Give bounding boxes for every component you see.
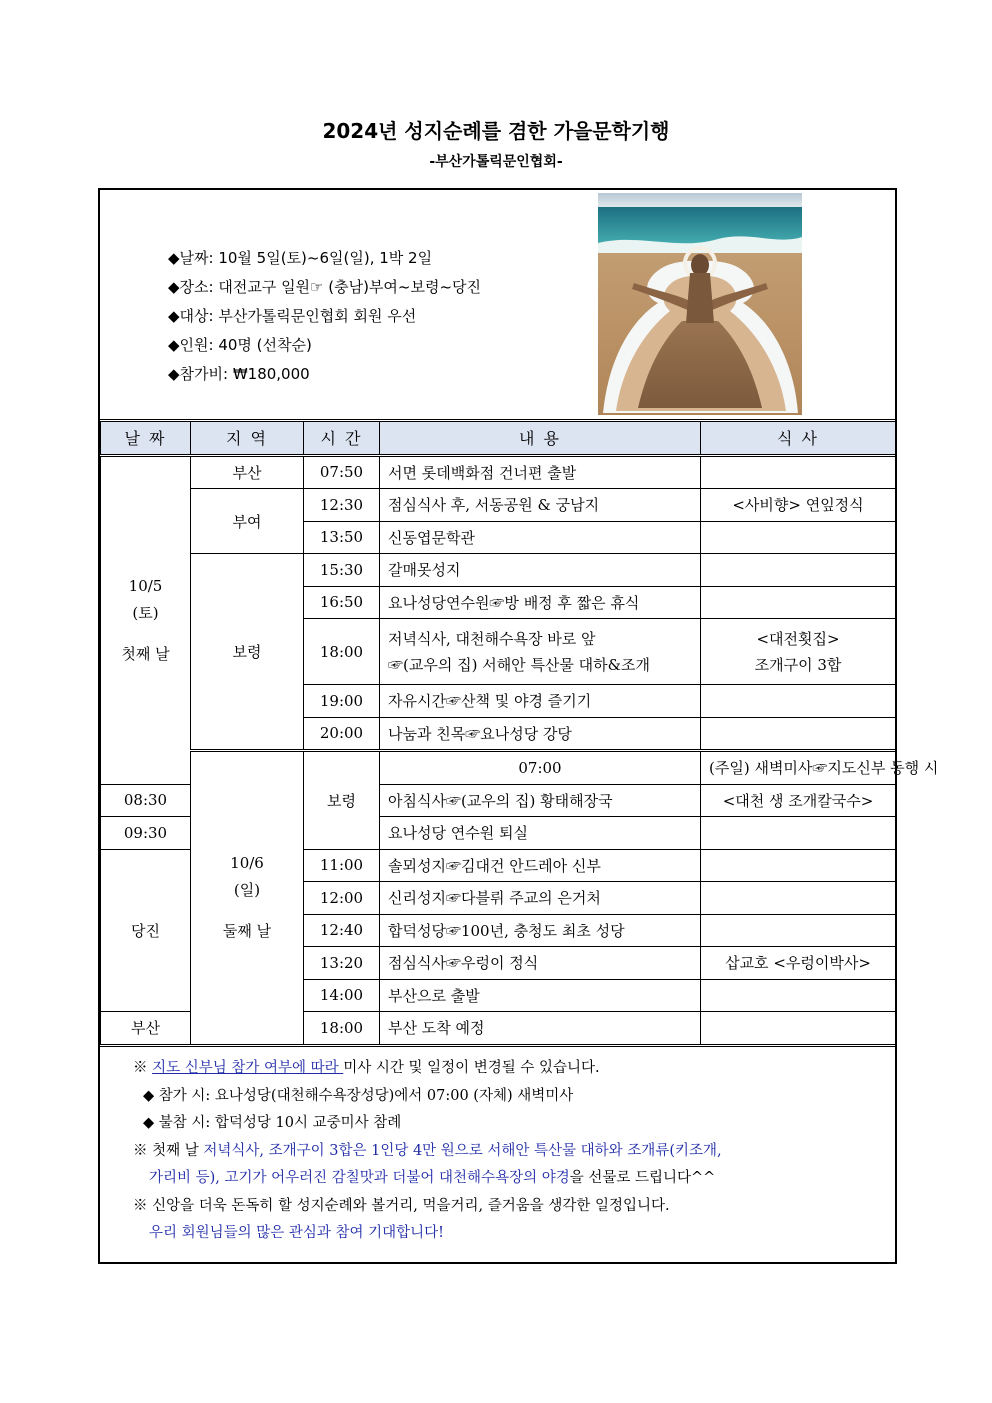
info-people: ◆인원: 40명 (선착순) <box>168 336 312 354</box>
row-meal <box>701 521 896 554</box>
region-buyeo: 부여 <box>191 489 304 554</box>
page-title: 2024년 성지순례를 겸한 가을문학기행 <box>322 119 670 143</box>
table-row <box>101 489 896 522</box>
day2-label: 둘째 날 <box>222 922 272 941</box>
row-content: 요나성당 연수원 퇴실 <box>380 817 701 850</box>
row-content: (주일) 새벽미사☞지도신부 동행 시 <box>701 751 896 785</box>
row-meal <box>701 619 896 685</box>
row-meal <box>701 455 896 489</box>
row-time: 18:00 <box>304 1012 380 1046</box>
info-date: ◆날짜: 10월 5일(토)~6일(일), 1박 2일 <box>168 249 433 267</box>
row-time: 11:00 <box>304 849 380 882</box>
info-place: ◆장소: 대전교구 일원☞ (충남)부여~보령~당진 <box>168 278 482 296</box>
row-content <box>380 619 701 685</box>
note-if-attending: ◆ 참가 시: 요나성당(대천해수욕장성당)에서 07:00 (자체) 새벽미사 <box>143 1087 574 1104</box>
row-time: 13:20 <box>304 947 380 980</box>
row-time: 15:30 <box>304 554 380 587</box>
row-time: 16:50 <box>304 586 380 619</box>
event-info <box>168 244 481 389</box>
row-content: 아침식사☞(교우의 집) 황태해장국 <box>380 784 701 817</box>
row-content: 점심식사☞우렁이 정식 <box>380 947 701 980</box>
table-row <box>101 455 896 489</box>
day2-weekday: (일) <box>233 881 261 900</box>
region-boryeong: 보령 <box>191 554 304 751</box>
row-time: 14:00 <box>304 979 380 1012</box>
region-busan: 부산 <box>101 1012 191 1046</box>
day2-cell <box>191 751 304 1046</box>
row-meal-line1: <대전횟집> <box>756 629 840 648</box>
table-row <box>101 751 896 785</box>
schedule-table <box>100 419 939 1047</box>
note-highlight: 지도 신부님 참가 여부에 따라 <box>152 1060 344 1076</box>
region-dangjin: 당진 <box>101 849 191 1012</box>
row-time: 13:50 <box>304 521 380 554</box>
row-time: 07:00 <box>380 751 701 785</box>
region-busan: 부산 <box>191 455 304 489</box>
header-meal: 식 사 <box>701 421 896 456</box>
row-time: 09:30 <box>101 817 191 850</box>
row-meal: <사비향> 연잎정식 <box>701 489 896 522</box>
row-content: 나눔과 친목☞요나성당 강당 <box>380 717 701 751</box>
note-dinner-cont: 가리비 등), 고기가 어우러진 감칠맛과 더불어 대천해수욕장의 야경을 선물로 드립니다^^ <box>149 1170 716 1186</box>
header-time: 시 간 <box>304 421 380 456</box>
row-time: 19:00 <box>304 685 380 718</box>
day1-label: 첫째 날 <box>121 644 170 663</box>
row-meal: 삽교호 <우렁이박사> <box>701 947 896 980</box>
row-meal <box>701 1012 896 1046</box>
header-date: 날 짜 <box>101 421 191 456</box>
row-content: 요나성당연수원☞방 배정 후 짧은 휴식 <box>380 586 701 619</box>
row-meal <box>701 554 896 587</box>
row-time: 18:00 <box>304 619 380 685</box>
row-content: 신동엽문학관 <box>380 521 701 554</box>
table-row <box>101 554 896 587</box>
row-content-line1: 저녁식사, 대천해수욕장 바로 앞 <box>388 629 596 648</box>
row-meal <box>701 849 896 882</box>
header-content: 내 용 <box>380 421 701 456</box>
note-schedule-change: ※ 지도 신부님 참가 여부에 따라 미사 시간 및 일정이 변경될 수 있습니다. <box>133 1060 600 1076</box>
row-time: 08:30 <box>101 784 191 817</box>
row-content: 솔뫼성지☞김대건 안드레아 신부 <box>380 849 701 882</box>
row-meal <box>701 717 896 751</box>
row-meal <box>701 817 896 850</box>
day1-weekday: (토) <box>132 603 159 622</box>
info-target: ◆대상: 부산가톨릭문인협회 회원 우선 <box>168 307 417 325</box>
row-content: 자유시간☞산책 및 야경 즐기기 <box>380 685 701 718</box>
row-time: 12:30 <box>304 489 380 522</box>
row-time: 12:00 <box>304 882 380 915</box>
row-meal <box>701 586 896 619</box>
row-content: 부산으로 출발 <box>380 979 701 1012</box>
organizer-subtitle: -부산가톨릭문인협회- <box>429 154 563 170</box>
row-time: 12:40 <box>304 914 380 947</box>
row-content: 갈매못성지 <box>380 554 701 587</box>
row-content: 신리성지☞다블뤼 주교의 은거처 <box>380 882 701 915</box>
row-meal: <대천 생 조개칼국수> <box>701 784 896 817</box>
sand-jesus-image <box>598 193 802 415</box>
row-content: 부산 도착 예정 <box>380 1012 701 1046</box>
row-content: 점심식사 후, 서동공원 & 궁남지 <box>380 489 701 522</box>
row-content-line2: ☞(교우의 집) 서해안 특산물 대하&조개 <box>388 655 650 674</box>
row-meal <box>701 979 896 1012</box>
header-region: 지 역 <box>191 421 304 456</box>
row-meal-line2: 조개구이 3합 <box>754 655 842 674</box>
region-boryeong: 보령 <box>304 751 380 850</box>
row-time: 20:00 <box>304 717 380 751</box>
notes-section <box>133 1055 873 1248</box>
row-meal <box>701 882 896 915</box>
note-invitation: 우리 회원님들의 많은 관심과 참여 기대합니다! <box>149 1225 445 1241</box>
row-content: 합덕성당☞100년, 충청도 최초 성당 <box>380 914 701 947</box>
table-header-row <box>101 421 896 456</box>
row-meal <box>701 685 896 718</box>
note-if-absent: ◆ 불참 시: 합덕성당 10시 교중미사 참례 <box>143 1115 402 1131</box>
table-bottom-border <box>101 1045 896 1047</box>
day2-date: 10/6 <box>230 854 264 873</box>
note-dinner: ※ 첫째 날 저녁식사, 조개구이 3합은 1인당 4만 원으로 서해안 특산물 대하와 조개류(키조개, <box>133 1142 722 1159</box>
info-fee: ◆참가비: ₩180,000 <box>168 365 310 383</box>
note-purpose: ※ 신앙을 더욱 돈독히 할 성지순례와 볼거리, 먹을거리, 즐거움을 생각한 일정입니다. <box>133 1197 670 1214</box>
row-content: 서면 롯데백화점 건너편 출발 <box>380 455 701 489</box>
row-meal <box>701 914 896 947</box>
row-time: 07:50 <box>304 455 380 489</box>
day1-cell <box>101 455 191 784</box>
day1-date: 10/5 <box>128 576 163 595</box>
